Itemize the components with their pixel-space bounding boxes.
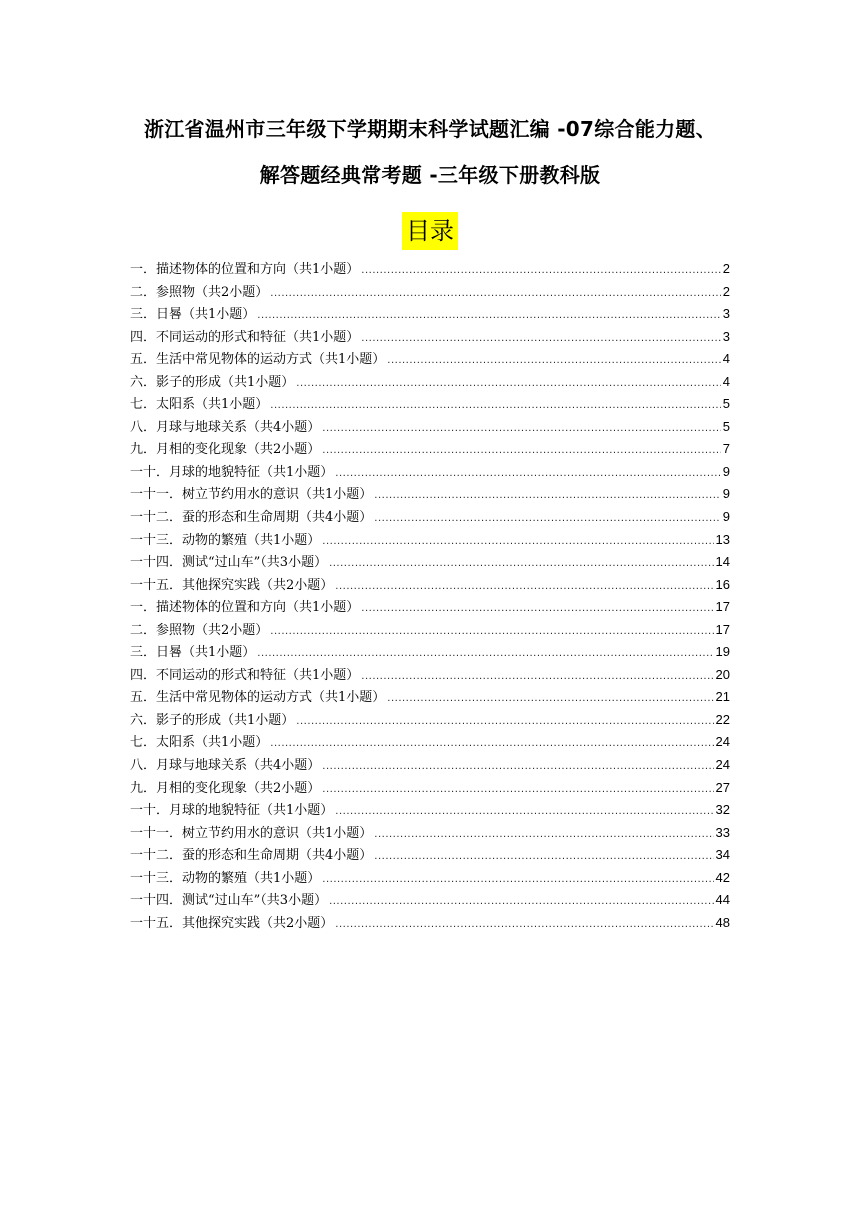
toc-entry-label[interactable]: 一十三．动物的繁殖（共1小题）: [130, 532, 321, 548]
toc-entry[interactable]: [130, 596, 730, 619]
toc-leader-dots: [361, 671, 713, 682]
toc-entry-label[interactable]: 一十五．其他探究实践（共2小题）: [130, 915, 334, 931]
toc-leader-dots: [335, 581, 713, 592]
toc-entry-label[interactable]: 一十四．测试“过山车”（共3小题）: [130, 555, 328, 571]
toc-entry-label[interactable]: 二．参照物（共2小题）: [130, 622, 269, 638]
toc-entry[interactable]: [130, 754, 730, 777]
toc-entry-label[interactable]: 八．月球与地球关系（共4小题）: [130, 419, 321, 435]
toc-entry-page-number[interactable]: 3: [722, 328, 730, 344]
toc-entry[interactable]: [130, 641, 730, 664]
toc-heading-container: [0, 212, 860, 250]
toc-entry-page-number[interactable]: 17: [715, 599, 730, 615]
toc-leader-dots: [329, 896, 713, 907]
toc-entry-label[interactable]: 一十三．动物的繁殖（共1小题）: [130, 870, 321, 886]
toc-entry-page-number[interactable]: 20: [715, 666, 730, 682]
toc-leader-dots: [270, 288, 720, 299]
toc-leader-dots: [361, 265, 720, 276]
toc-entry[interactable]: [130, 574, 730, 597]
toc-entry-label[interactable]: 一十一．树立节约用水的意识（共1小题）: [130, 487, 373, 503]
toc-leader-dots: [270, 738, 713, 749]
toc-entry[interactable]: [130, 483, 730, 506]
toc-leader-dots: [361, 333, 720, 344]
toc-entry[interactable]: [130, 867, 730, 890]
toc-leader-dots: [296, 378, 720, 389]
toc-entry-label[interactable]: 四．不同运动的形式和特征（共1小题）: [130, 329, 360, 345]
toc-leader-dots: [322, 536, 713, 547]
toc-entry-page-number[interactable]: 3: [722, 306, 730, 322]
toc-entry-page-number[interactable]: 42: [715, 869, 730, 885]
toc-leader-dots: [374, 490, 720, 501]
toc-entry-label[interactable]: 六．影子的形成（共1小题）: [130, 712, 295, 728]
toc-entry-page-number[interactable]: 2: [722, 261, 730, 276]
toc-entry-page-number[interactable]: 14: [715, 554, 730, 570]
document-title-line-1: 浙江省温州市三年级下学期期末科学试题汇编 -07综合能力题、: [143, 117, 717, 141]
toc-entry-label[interactable]: 五．生活中常见物体的运动方式（共1小题）: [130, 690, 386, 706]
toc-entry-page-number[interactable]: 5: [722, 396, 730, 412]
toc-leader-dots: [374, 829, 713, 840]
toc-entry[interactable]: [130, 664, 730, 687]
toc-entry-page-number[interactable]: 16: [715, 576, 730, 592]
toc-entry[interactable]: [130, 393, 730, 416]
toc-entry-page-number[interactable]: 34: [715, 847, 730, 863]
toc-entry-page-number[interactable]: 24: [715, 734, 730, 750]
toc-entry-page-number[interactable]: 9: [722, 509, 730, 525]
toc-entry-label[interactable]: 一十四．测试“过山车”（共3小题）: [130, 893, 328, 909]
toc-entry-label[interactable]: 五．生活中常见物体的运动方式（共1小题）: [130, 352, 386, 368]
toc-leader-dots: [374, 513, 720, 524]
toc-entry[interactable]: [130, 799, 730, 822]
toc-leader-dots: [335, 919, 713, 930]
toc-entry-page-number[interactable]: 33: [715, 824, 730, 840]
toc-leader-dots: [322, 761, 713, 772]
toc-entry-label[interactable]: 九．月相的变化现象（共2小题）: [130, 442, 321, 458]
toc-entry-label[interactable]: 八．月球与地球关系（共4小题）: [130, 758, 321, 774]
toc-entry[interactable]: [130, 438, 730, 461]
table-of-contents: [130, 258, 730, 934]
toc-entry-page-number[interactable]: 27: [715, 779, 730, 795]
toc-entry[interactable]: [130, 777, 730, 800]
toc-leader-dots: [257, 648, 713, 659]
toc-entry-label[interactable]: 四．不同运动的形式和特征（共1小题）: [130, 667, 360, 683]
toc-leader-dots: [387, 355, 720, 366]
toc-leader-dots: [322, 874, 713, 885]
toc-entry-page-number[interactable]: 48: [715, 914, 730, 930]
toc-leader-dots: [329, 558, 713, 569]
toc-leader-dots: [322, 784, 713, 795]
toc-entry-page-number[interactable]: 32: [715, 802, 730, 818]
toc-entry-label[interactable]: 七．太阳系（共1小题）: [130, 397, 269, 413]
toc-entry[interactable]: [130, 731, 730, 754]
toc-entry-page-number[interactable]: 9: [722, 463, 730, 479]
toc-entry[interactable]: [130, 281, 730, 304]
toc-leader-dots: [374, 851, 713, 862]
toc-entry-label[interactable]: 一．描述物体的位置和方向（共1小题）: [130, 600, 360, 616]
toc-entry-label[interactable]: 一十．月球的地貌特征（共1小题）: [130, 464, 334, 480]
toc-entry-label[interactable]: 三．日晷（共1小题）: [130, 307, 256, 323]
toc-entry-label[interactable]: 一十．月球的地貌特征（共1小题）: [130, 803, 334, 819]
toc-entry[interactable]: [130, 258, 730, 281]
toc-entry-label[interactable]: 七．太阳系（共1小题）: [130, 735, 269, 751]
toc-leader-dots: [322, 423, 720, 434]
toc-entry-page-number[interactable]: 19: [715, 644, 730, 660]
toc-entry-page-number[interactable]: 2: [722, 283, 730, 299]
toc-entry-page-number[interactable]: 4: [722, 351, 730, 367]
toc-entry[interactable]: [130, 348, 730, 371]
toc-entry[interactable]: [130, 822, 730, 845]
toc-entry[interactable]: [130, 506, 730, 529]
toc-leader-dots: [335, 806, 713, 817]
toc-entry[interactable]: [130, 686, 730, 709]
toc-heading: 目录: [402, 212, 458, 250]
toc-entry[interactable]: [130, 371, 730, 394]
toc-entry[interactable]: [130, 529, 730, 552]
toc-entry-page-number[interactable]: 22: [715, 711, 730, 727]
toc-leader-dots: [361, 603, 713, 614]
toc-entry-label[interactable]: 一十五．其他探究实践（共2小题）: [130, 577, 334, 593]
toc-entry-page-number[interactable]: 17: [715, 621, 730, 637]
toc-entry-page-number[interactable]: 44: [715, 892, 730, 908]
toc-entry-page-number[interactable]: 5: [722, 418, 730, 434]
toc-entry[interactable]: [130, 551, 730, 574]
toc-entry-label[interactable]: 九．月相的变化现象（共2小题）: [130, 780, 321, 796]
toc-entry-label[interactable]: 一十一．树立节约用水的意识（共1小题）: [130, 825, 373, 841]
toc-entry-page-number[interactable]: 24: [715, 757, 730, 773]
toc-leader-dots: [322, 445, 720, 456]
toc-entry-label[interactable]: 一十二．蚕的形态和生命周期（共4小题）: [130, 510, 373, 526]
toc-entry[interactable]: [130, 619, 730, 642]
toc-leader-dots: [387, 693, 713, 704]
toc-leader-dots: [335, 468, 720, 479]
toc-entry[interactable]: [130, 889, 730, 912]
toc-entry[interactable]: [130, 416, 730, 439]
toc-entry[interactable]: [130, 844, 730, 867]
toc-entry-page-number[interactable]: 21: [715, 689, 730, 705]
toc-entry-label[interactable]: 二．参照物（共2小题）: [130, 284, 269, 300]
toc-leader-dots: [257, 310, 720, 321]
toc-entry[interactable]: [130, 912, 730, 935]
toc-entry[interactable]: [130, 326, 730, 349]
toc-leader-dots: [270, 400, 720, 411]
toc-entry-label[interactable]: 一十二．蚕的形态和生命周期（共4小题）: [130, 848, 373, 864]
toc-entry[interactable]: [130, 461, 730, 484]
toc-entry-page-number[interactable]: 9: [722, 486, 730, 502]
toc-entry-page-number[interactable]: 4: [722, 373, 730, 389]
toc-entry[interactable]: [130, 709, 730, 732]
toc-entry-page-number[interactable]: 7: [722, 441, 730, 457]
toc-entry-page-number[interactable]: 13: [715, 531, 730, 547]
document-title-line-2: 解答题经典常考题 -三年级下册教科版: [259, 163, 601, 187]
toc-entry-label[interactable]: 六．影子的形成（共1小题）: [130, 374, 295, 390]
toc-leader-dots: [296, 716, 713, 727]
toc-entry-label[interactable]: 一．描述物体的位置和方向（共1小题）: [130, 262, 360, 277]
toc-entry-label[interactable]: 三．日晷（共1小题）: [130, 645, 256, 661]
toc-entry[interactable]: [130, 303, 730, 326]
toc-leader-dots: [270, 626, 713, 637]
